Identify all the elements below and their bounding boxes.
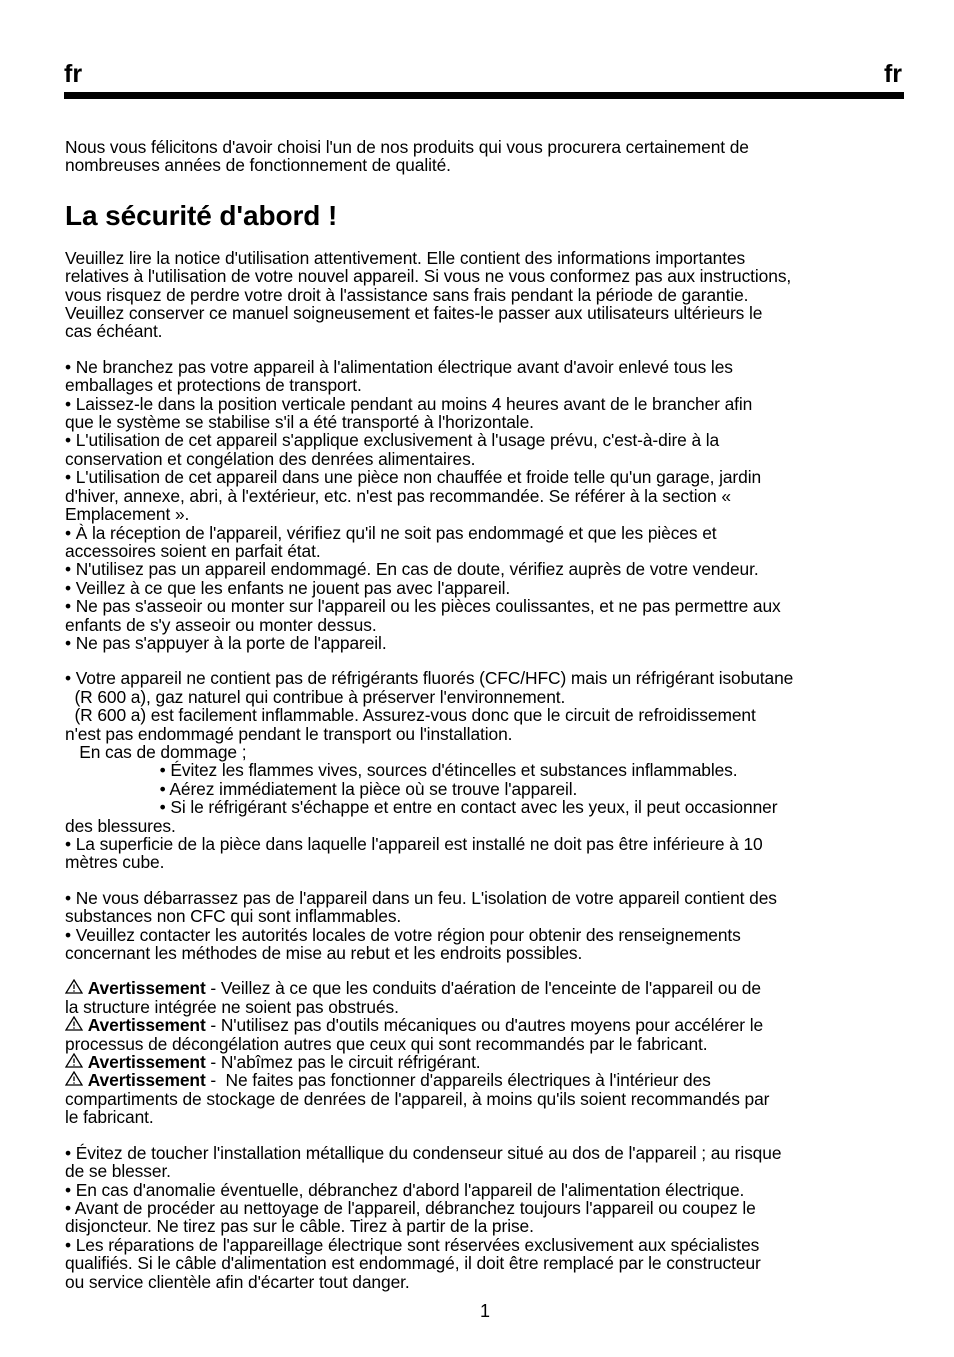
warning-line	[65, 1071, 910, 1089]
text-line: • Veillez à ce que les enfants ne jouent pas avec l'appareil.	[65, 577, 511, 598]
warning-triangle-icon	[65, 1016, 83, 1031]
text-line: accessoires soient en parfait état.	[65, 540, 321, 561]
text-line: • Les réparations de l'appareillage électrique sont réservées exclusivement aux spécialistes	[65, 1234, 760, 1255]
text-line: vous risquez de perdre votre droit à l'assistance sans frais pendant la période de garantie.	[65, 284, 749, 305]
warning-label: Avertissement	[87, 1015, 206, 1036]
text-line: ou service clientèle afin d'écarter tout danger.	[65, 1271, 410, 1292]
paragraph-disposal	[65, 889, 910, 963]
text-line: emballages et protections de transport.	[65, 375, 362, 396]
text-line: (R 600 a), gaz naturel qui contribue à préserver l'environnement.	[65, 686, 566, 707]
text-line: • À la réception de l'appareil, vérifiez qu'il ne soit pas endommagé et que les pièces et	[65, 522, 717, 543]
header-language-right: fr	[883, 60, 902, 88]
paragraph-safety-rules	[65, 358, 910, 653]
text-line: d'hiver, annexe, abri, à l'extérieur, etc. n'est pas recommandée. Se référer à la section «	[65, 485, 731, 506]
warning-label: Avertissement	[87, 978, 206, 999]
warning-separator: -	[205, 978, 221, 999]
text-line: concernant les méthodes de mise au rebut et les endroits possibles.	[65, 943, 583, 964]
text-line: • Avant de procéder au nettoyage de l'appareil, débranchez toujours l'appareil ou coupez le	[65, 1197, 756, 1218]
text-line: cas échéant.	[65, 321, 163, 342]
text-line: substances non CFC qui sont inflammables.	[65, 906, 402, 927]
text-line: • En cas d'anomalie éventuelle, débranchez d'abord l'appareil de l'alimentation électrique.	[65, 1179, 745, 1200]
text-line: Veuillez conserver ce manuel soigneusement et faites-le passer aux utilisateurs ultérieurs le	[65, 303, 763, 324]
warning-line	[65, 1053, 910, 1071]
warning-label: Avertissement	[87, 1052, 206, 1073]
text-line: nombreuses années de fonctionnement de qualité.	[65, 155, 451, 176]
text-line: • Veuillez contacter les autorités locales de votre région pour obtenir des renseignements	[65, 924, 741, 945]
warning-separator: -	[205, 1015, 221, 1036]
text-line: Nous vous félicitons d'avoir choisi l'un de nos produits qui vous procurera certainement de	[65, 137, 749, 157]
text-line: relatives à l'utilisation de votre nouvel appareil. Si vous ne vous conformez pas aux instructions,	[65, 266, 792, 287]
text-line: que le système se stabilise s'il a été transporté à l'horizontale.	[65, 412, 534, 433]
text-line: conservation et congélation des denrées alimentaires.	[65, 448, 476, 469]
text-line: processus de décongélation autres que ceux qui sont recommandés par le fabricant.	[65, 1033, 708, 1054]
paragraph-maintenance	[65, 1144, 910, 1291]
text-line: • Votre appareil ne contient pas de réfrigérants fluorés (CFC/HFC) mais un réfrigérant isobutane	[65, 668, 794, 689]
text-line: • La superficie de la pièce dans laquelle l'appareil est installé ne doit pas être inférieure à 10	[65, 834, 763, 854]
text-line: • Évitez de toucher l'installation métallique du condenseur situé au dos de l'appareil ; au risque	[65, 1142, 782, 1163]
page-title: La sécurité d'abord !	[65, 199, 338, 231]
text-line: enfants de s'y asseoir ou monter dessus.	[65, 614, 377, 635]
warning-separator: -	[205, 1052, 221, 1073]
warning-separator: -	[205, 1070, 226, 1091]
intro-paragraph	[65, 138, 910, 175]
text-line: En cas de dommage ;	[65, 741, 247, 762]
warnings-block	[65, 979, 910, 1126]
text-line: la structure intégrée ne soient pas obstrués.	[65, 996, 399, 1017]
warning-text: Ne faites pas fonctionner d'appareils électriques à l'intérieur des	[225, 1070, 711, 1091]
paragraph-refrigerant	[65, 669, 910, 871]
warning-text: N'abîmez pas le circuit réfrigérant.	[220, 1052, 481, 1073]
warning-text: N'utilisez pas d'outils mécaniques ou d'autres moyens pour accélérer le	[220, 1015, 764, 1036]
warning-triangle-icon	[65, 1071, 83, 1086]
text-line: de se blesser.	[65, 1161, 171, 1182]
text-line: • Laissez-le dans la position verticale pendant au moins 4 heures avant de le brancher afin	[65, 393, 753, 414]
text-line: • Si le réfrigérant s'échappe et entre en contact avec les yeux, il peut occasionner	[65, 797, 778, 818]
text-line: des blessures.	[65, 815, 176, 836]
text-line: Emplacement ».	[65, 504, 190, 525]
text-line: disjoncteur. Ne tirez pas sur le câble. Tirez à partir de la prise.	[65, 1216, 534, 1237]
text-line: • L'utilisation de cet appareil s'applique exclusivement à l'usage prévu, c'est-à-dire à la	[65, 430, 720, 451]
text-line: • Aérez immédiatement la pièce où se trouve l'appareil.	[65, 778, 578, 799]
warning-line	[65, 1016, 910, 1034]
warning-triangle-icon	[65, 1053, 83, 1068]
text-line: • Ne pas s'appuyer à la porte de l'appareil.	[65, 632, 387, 653]
text-line: • Ne vous débarrassez pas de l'appareil dans un feu. L'isolation de votre appareil contient des	[65, 887, 777, 908]
warning-label: Avertissement	[87, 1070, 206, 1091]
page-number: 1	[480, 1301, 491, 1321]
text-line: mètres cube.	[65, 852, 165, 873]
warning-line	[65, 979, 910, 997]
text-line: qualifiés. Si le câble d'alimentation est endommagé, il doit être remplacé par le constructeur	[65, 1253, 761, 1274]
text-line: • Ne branchez pas votre appareil à l'alimentation électrique avant d'avoir enlevé tous les	[65, 356, 733, 377]
warning-text: Veillez à ce que les conduits d'aération de l'enceinte de l'appareil ou de	[220, 978, 761, 999]
text-line: le fabricant.	[65, 1107, 154, 1128]
text-line: (R 600 a) est facilement inflammable. Assurez-vous donc que le circuit de refroidissement	[65, 705, 756, 726]
text-line: n'est pas endommagé pendant le transport ou l'installation.	[65, 723, 513, 744]
text-line: Veuillez lire la notice d'utilisation attentivement. Elle contient des informations importantes	[65, 247, 746, 268]
text-line: compartiments de stockage de denrées de l'appareil, à moins qu'ils soient recommandés par	[65, 1088, 770, 1109]
text-line: • L'utilisation de cet appareil dans une pièce non chauffée et froide telle qu'un garage, jardin	[65, 467, 762, 488]
header-rule	[64, 92, 904, 99]
text-line: • N'utilisez pas un appareil endommagé. En cas de doute, vérifiez auprès de votre vendeur.	[65, 559, 759, 580]
text-line: • Évitez les flammes vives, sources d'étincelles et substances inflammables.	[65, 760, 738, 781]
warning-triangle-icon	[65, 979, 83, 994]
header-language-left: fr	[64, 60, 83, 88]
page-body	[65, 138, 910, 1308]
paragraph-instructions	[65, 249, 910, 341]
text-line: • Ne pas s'asseoir ou monter sur l'appareil ou les pièces coulissantes, et ne pas permettre aux	[65, 596, 781, 617]
